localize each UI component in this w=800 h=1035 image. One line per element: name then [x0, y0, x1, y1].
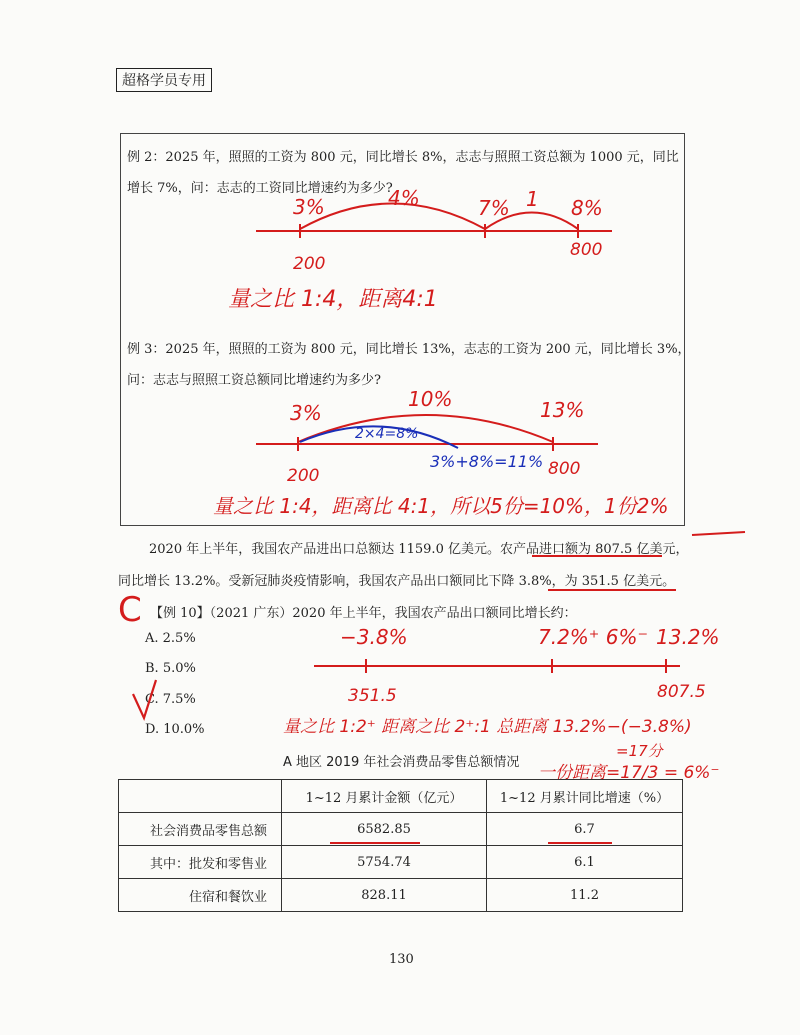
ex2-mark-3pct: 3%	[293, 195, 325, 219]
ex10-mark-132: 13.2%	[656, 625, 720, 649]
ex3-arc	[298, 415, 553, 442]
ex2-note: 量之比 1:4，距离4:1	[228, 287, 438, 312]
material-line1: 2020 年上半年，我国农产品进出口总额达 1159.0 亿美元。农产品进口额为 807.5 亿美元，	[149, 542, 689, 557]
table-cell: 其中：批发和零售业	[119, 846, 282, 879]
example10-question: 【例 10】（2021 广东）2020 年上半年，我国农产品出口额同比增长约：	[150, 606, 577, 621]
table-row	[119, 879, 683, 912]
check-mark	[133, 680, 156, 718]
table-cell: 5754.74	[282, 846, 487, 879]
ex3-mark-13pct: 13%	[540, 398, 585, 422]
ex2-mark-8pct: 8%	[571, 196, 603, 220]
ex3-mark-3pct: 3%	[290, 401, 322, 425]
ex10-mark-807: 807.5	[657, 682, 706, 702]
ex10-mark-neg38: −3.8%	[340, 625, 408, 649]
table-row	[119, 813, 683, 846]
ex2-mark-800: 800	[570, 240, 603, 260]
example3-line2: 问：志志与照照工资总额同比增速约为多少?	[127, 373, 381, 388]
page-number: 130	[389, 952, 414, 967]
ex3-blue-top: 2×4=8%	[355, 426, 419, 442]
ex3-note: 量之比 1:4，距离比 4:1，所以5份=10%，1份2%	[213, 494, 669, 518]
ex2-mark-4pct: 4%	[388, 186, 420, 210]
table-cell: 6.1	[487, 846, 683, 879]
table-cell: 6.7	[487, 813, 683, 846]
example2-line1: 例 2：2025 年，照照的工资为 800 元，同比增长 8%，志志与照照工资总额为 1000 元，同比	[127, 150, 679, 165]
ex10-note2: =17分	[616, 742, 663, 760]
ex2-mark-one: 1	[526, 187, 539, 211]
ex10-note: 量之比 1:2⁺ 距离之比 2⁺:1 总距离 13.2%−(−3.8%)	[283, 717, 692, 737]
retail-table	[118, 779, 683, 912]
table-cell: 社会消费品零售总额	[119, 813, 282, 846]
table-cell: 828.11	[282, 879, 487, 912]
table-cell: 住宿和餐饮业	[119, 879, 282, 912]
table-row	[119, 846, 683, 879]
ex10-mark-351: 351.5	[348, 686, 397, 706]
table-header-row	[119, 780, 683, 813]
material-line2: 同比增长 13.2%。受新冠肺炎疫情影响，我国农产品出口额同比下降 3.8%，为 351.5 亿美元。	[118, 574, 676, 589]
header-cell: 1~12 月累计同比增速（%）	[487, 780, 683, 813]
ex2-mark-7pct: 7%	[478, 196, 510, 220]
option-b: B. 5.0%	[145, 661, 196, 676]
example3-line1: 例 3：2025 年，照照的工资为 800 元，同比增长 13%，志志的工资为 200 元，同比增长 3%，	[127, 342, 691, 357]
example2-line2: 增长 7%，问：志志的工资同比增速约为多少?	[127, 181, 393, 196]
answer-c: C	[118, 590, 142, 630]
table-cell: 11.2	[487, 879, 683, 912]
option-d: D. 10.0%	[145, 722, 205, 737]
ex3-mark-800: 800	[548, 459, 581, 479]
ex3-mark-200: 200	[287, 466, 320, 486]
ex10-mark-72: 7.2%⁺ 6%⁻	[538, 625, 649, 649]
table-cell: 6582.85	[282, 813, 487, 846]
header-label: 超格学员专用	[116, 68, 212, 92]
header-cell	[119, 780, 282, 813]
ex10-note3: 一份距离=17/3 = 6%⁻	[538, 763, 720, 783]
option-c: C. 7.5%	[145, 692, 196, 707]
option-a: A. 2.5%	[145, 631, 196, 646]
ex2-mark-200: 200	[293, 254, 326, 274]
ex3-mark-10pct: 10%	[408, 387, 453, 411]
table-title: A 地区 2019 年社会消费品零售总额情况	[283, 755, 520, 770]
ex3-blue-bottom: 3%+8%=11%	[430, 452, 544, 471]
header-cell: 1~12 月累计金额（亿元）	[282, 780, 487, 813]
